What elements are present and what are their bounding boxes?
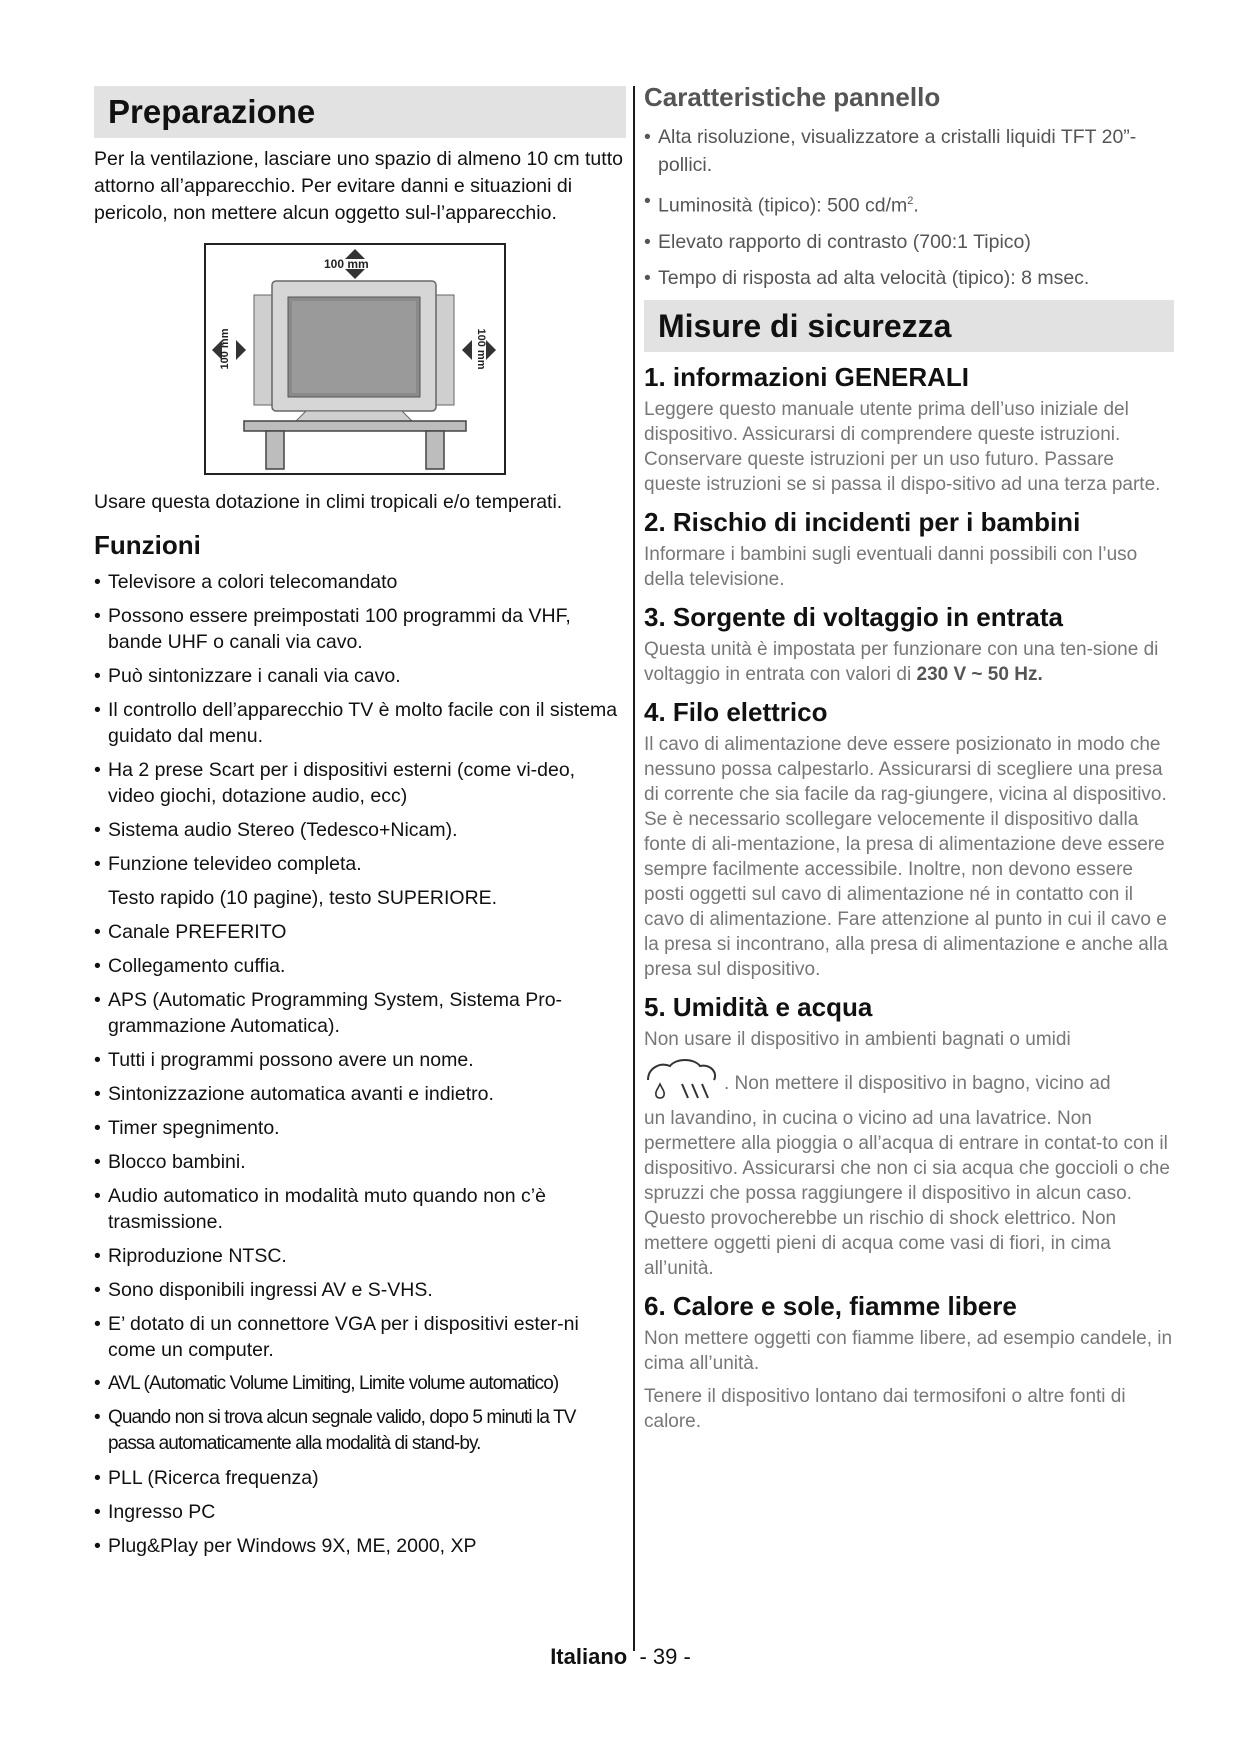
subsection-text-5a: Non usare il dispositivo in ambienti bagnati o umidi <box>644 1028 1071 1050</box>
list-item: • AVL (Automatic Volume Limiting, Limite volume automatico) <box>94 1371 626 1397</box>
luminosity-sup: 2 <box>907 195 914 207</box>
rain-cloud-icon <box>644 1058 720 1102</box>
list-item: • Audio automatico in modalità muto quando non c’è trasmissione. <box>94 1183 626 1235</box>
list-item: • Canale PREFERITO <box>94 919 626 945</box>
right-column <box>644 82 1174 1442</box>
subsection-title-4: 4. Filo elettrico <box>644 696 828 727</box>
pannello-list <box>644 123 1174 292</box>
list-item: • Plug&Play per Windows 9X, ME, 2000, XP <box>94 1533 626 1559</box>
luminosity-text: Luminosità (tipico): 500 cd/m <box>658 194 908 217</box>
list-item: • APS (Automatic Programming System, Sistema Pro-grammazione Automatica). <box>94 987 626 1039</box>
list-item: • Riproduzione NTSC. <box>94 1243 626 1269</box>
footer-page-number: - 39 - <box>639 1644 691 1669</box>
list-item: • Elevato rapporto di contrasto (700:1 Tipico) <box>644 228 1174 256</box>
footer-language: Italiano <box>550 1644 628 1669</box>
diagram-label-right: 100 mm <box>475 328 487 370</box>
list-item: • Timer spegnimento. <box>94 1115 626 1141</box>
section-title-sicurezza: Misure di sicurezza <box>644 300 1174 352</box>
diagram-label-left: 100 mm <box>219 328 231 370</box>
subsection-text-6a: Non mettere oggetti con fiamme libere, ad esempio candele, in cima all’unità. <box>644 1327 1173 1374</box>
list-item: • Ha 2 prese Scart per i dispositivi esterni (come vi-deo, video giochi, dotazione audio, ecc) <box>94 757 626 809</box>
list-item: • Può sintonizzare i canali via cavo. <box>94 663 626 689</box>
list-item: • Sintonizzazione automatica avanti e indietro. <box>94 1081 626 1107</box>
voltage-value: 230 V ~ 50 Hz. <box>916 663 1043 685</box>
list-item: • Funzione televideo completa. <box>94 851 626 877</box>
subsection-title-6: 6. Calore e sole, fiamme libere <box>644 1290 1017 1321</box>
list-item: • PLL (Ricerca frequenza) <box>94 1465 626 1491</box>
subsection-title-3: 3. Sorgente di voltaggio in entrata <box>644 601 1063 632</box>
section-title-pannello: Caratteristiche pannello <box>644 82 941 112</box>
subsection-title-1: 1. informazioni GENERALI <box>644 361 970 392</box>
list-item: • Il controllo dell’apparecchio TV è molto facile con il sistema guidato dal menu. <box>94 697 626 749</box>
list-item: • Sono disponibili ingressi AV e S-VHS. <box>94 1277 626 1303</box>
subsection-text-4: Il cavo di alimentazione deve essere posizionato in modo che nessuno possa calpestarlo. Assicurarsi di scegliere una presa di corrente che sia facile da rag-giungere, vicina al dispositivo. Se è necessario scollegare velocemente il dispositivo dalla fonte di ali-mentazione, la presa di alimentazione deve essere sempre facilmente accessibile. Inoltre, non devono essere posti oggetti sul cavo di alimentazione né in contatto con il cavo di alimentazione. Fare attenzione al punto in cui il cavo e la presa si incontrano, alla presa di alimentazione e anche alla presa sul dispositivo. <box>644 733 1168 980</box>
list-item: Testo rapido (10 pagine), testo SUPERIORE. <box>108 887 498 909</box>
list-item: • Televisore a colori telecomandato <box>94 569 626 595</box>
list-item: • Blocco bambini. <box>94 1149 626 1175</box>
list-item: • Collegamento cuffia. <box>94 953 626 979</box>
subsection-title-2: 2. Rischio di incidenti per i bambini <box>644 506 1081 537</box>
luminosity-end: . <box>913 194 919 217</box>
ventilation-diagram <box>204 243 506 475</box>
subsection-text-1: Leggere questo manuale utente prima dell’uso iniziale del dispositivo. Assicurarsi di comprendere queste istruzioni. Conservare queste istruzioni per un uso futuro. Passare queste istruzioni se si passa il dispo-sitivo ad una terza parte. <box>644 398 1161 495</box>
rain-row <box>644 1058 1174 1102</box>
tv-illustration <box>206 245 504 473</box>
list-item: • Alta risoluzione, visualizzatore a cristalli liquidi TFT 20”-pollici. <box>644 123 1174 179</box>
subsection-text-3 <box>644 637 1174 687</box>
list-item: • Quando non si trova alcun segnale valido, dopo 5 minuti la TV passa automaticamente alla modalità di stand-by. <box>94 1405 626 1457</box>
subsection-text-5b: . Non mettere il dispositivo in bagno, vicino ad <box>724 1072 1111 1094</box>
list-item: • Tempo di risposta ad alta velocità (tipico): 8 msec. <box>644 264 1174 292</box>
section-title-funzioni: Funzioni <box>94 530 201 560</box>
subsection-title-5: 5. Umidità e acqua <box>644 991 873 1022</box>
subsection-text-5c: un lavandino, in cucina o vicino ad una lavatrice. Non permettere alla pioggia o all’acqua di entrare in contat-to con il dispositivo. Assicurarsi che non ci sia acqua che goccioli o che spruzzi che possa raggiungere il dispositivo in alcun caso. Questo provocherebbe un rischio di shock elettrico. Non mettere oggetti pieni di acqua come vasi di fiori, in cima all’unità. <box>644 1107 1170 1279</box>
funzioni-list <box>94 569 626 1559</box>
section-title-preparazione: Preparazione <box>94 86 626 138</box>
list-item: • Possono essere preimpostati 100 programmi da VHF, bande UHF o canali via cavo. <box>94 603 626 655</box>
page-footer <box>0 1644 1241 1670</box>
diagram-label-top: 100 mm <box>324 257 369 271</box>
left-column <box>94 86 626 1567</box>
climate-note: Usare questa dotazione in climi tropicali e/o temperati. <box>94 491 563 513</box>
list-item: • Sistema audio Stereo (Tedesco+Nicam). <box>94 817 626 843</box>
subsection-text-6b: Tenere il dispositivo lontano dai termosifoni o altre fonti di calore. <box>644 1385 1126 1432</box>
voltage-text: Questa unità è impostata per funzionare con una ten-sione di voltaggio in entrata con valori di <box>644 638 1159 685</box>
list-item: • E’ dotato di un connettore VGA per i dispositivi ester-ni come un computer. <box>94 1311 626 1363</box>
preparazione-text: Per la ventilazione, lasciare uno spazio di almeno 10 cm tutto attorno all’apparecchio. Per evitare danni e situazioni di pericolo, non mettere alcun oggetto sul-l’apparecchio. <box>94 148 623 224</box>
subsection-text-2: Informare i bambini sugli eventuali danni possibili con l’uso della televisione. <box>644 543 1138 590</box>
column-divider <box>633 86 635 1651</box>
list-item <box>644 187 1174 220</box>
list-item: • Tutti i programmi possono avere un nome. <box>94 1047 626 1073</box>
list-item: • Ingresso PC <box>94 1499 626 1525</box>
